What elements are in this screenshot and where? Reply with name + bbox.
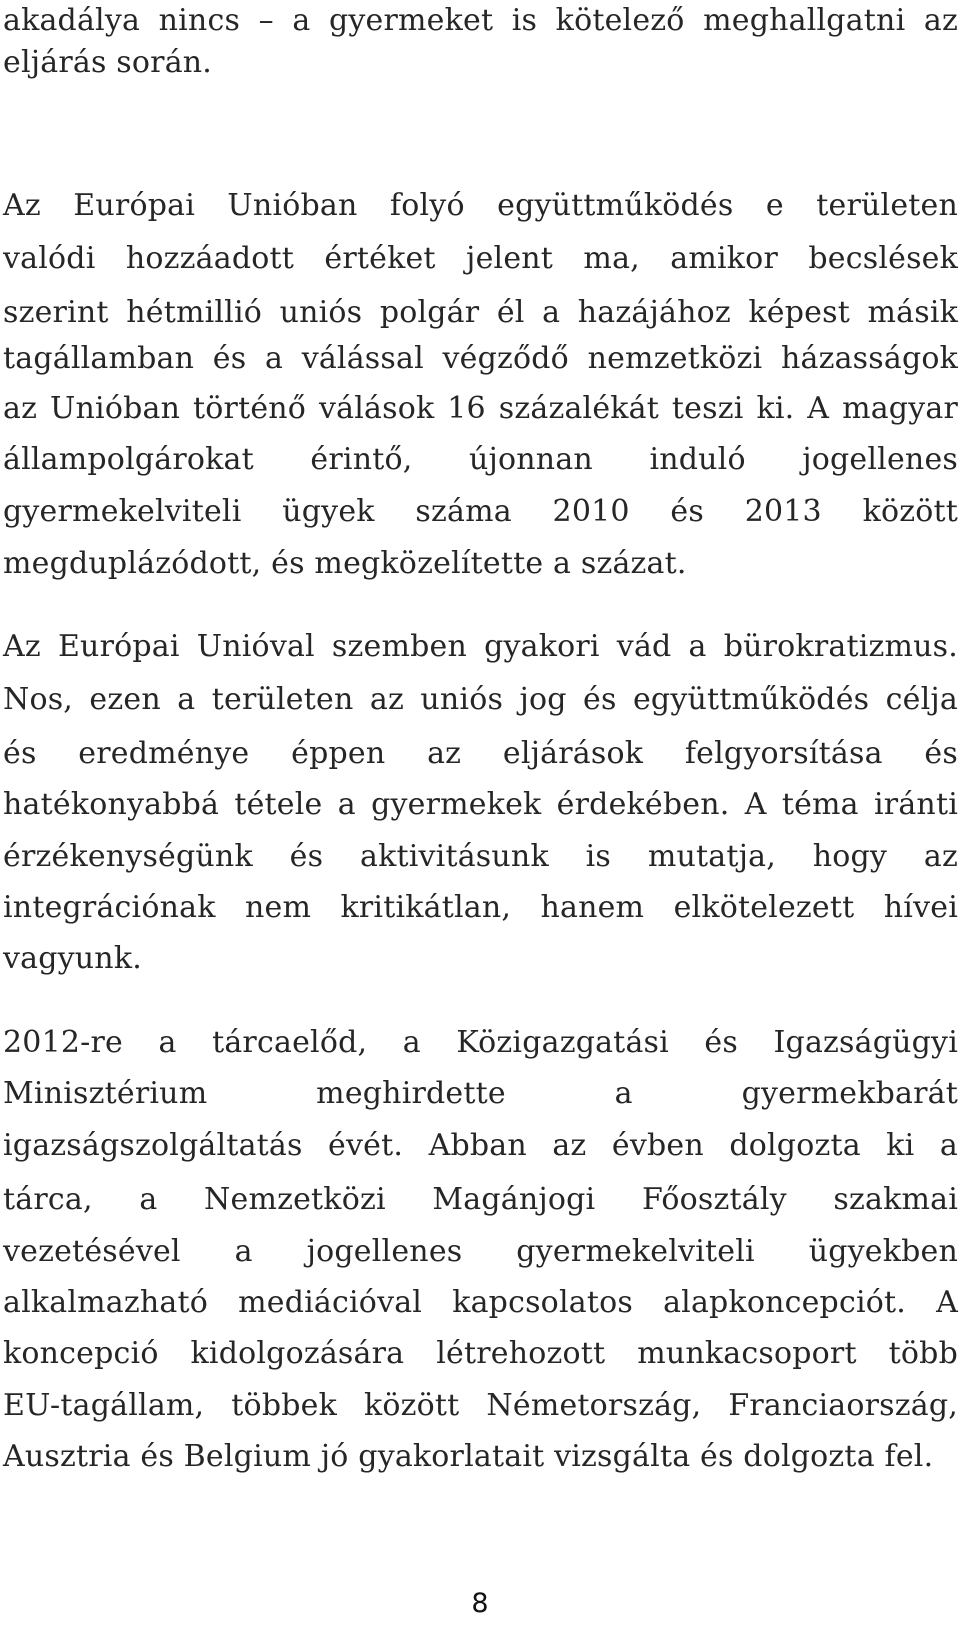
text-line: az Unióban történő válások 16 százalékát teszi ki. A magyar: [3, 391, 958, 426]
text-line: 2012-re a tárcaelőd, a Közigazgatási és Igazságügyi: [3, 1025, 958, 1060]
text-line: tagállamban és a válással végződő nemzetközi házasságok: [3, 341, 958, 376]
text-line: integrációnak nem kritikátlan, hanem elkötelezett hívei: [3, 890, 958, 925]
text-line: Minisztérium meghirdette a gyermekbarát: [3, 1076, 958, 1111]
text-line: szerint hétmillió uniós polgár él a hazájához képest másik: [3, 295, 958, 330]
text-line: érzékenységünk és aktivitásunk is mutatja, hogy az: [3, 839, 958, 874]
text-line: vezetésével a jogellenes gyermekelviteli ügyekben: [3, 1234, 958, 1269]
page-number: 8: [471, 1588, 489, 1619]
text-line: állampolgárokat érintő, újonnan induló jogellenes: [3, 442, 958, 477]
text-line: Nos, ezen a területen az uniós jog és együttműködés célja: [3, 682, 958, 717]
text-line: Ausztria és Belgium jó gyakorlatait vizsgálta és dolgozta fel.: [3, 1439, 934, 1474]
text-line: hatékonyabbá tétele a gyermekek érdekében. A téma iránti: [3, 787, 958, 822]
text-line: EU-tagállam, többek között Németország, Franciaország,: [3, 1388, 958, 1423]
text-line: alkalmazható mediációval kapcsolatos alapkoncepciót. A: [3, 1285, 958, 1320]
text-line: megduplázódott, és megközelítette a százat.: [3, 546, 687, 581]
text-line: Az Európai Unióval szemben gyakori vád a bürokratizmus.: [3, 629, 958, 664]
text-line: vagyunk.: [3, 941, 142, 976]
text-line: akadálya nincs – a gyermeket is kötelező meghallgatni az: [3, 3, 958, 38]
text-line: és eredménye éppen az eljárások felgyorsítása és: [3, 736, 958, 771]
text-line: igazságszolgáltatás évét. Abban az évben dolgozta ki a: [3, 1128, 958, 1163]
text-line: valódi hozzáadott értéket jelent ma, amikor becslések: [3, 241, 958, 276]
text-line: tárca, a Nemzetközi Magánjogi Főosztály szakmai: [3, 1182, 958, 1217]
text-line: gyermekelviteli ügyek száma 2010 és 2013 között: [3, 494, 958, 529]
text-line: eljárás során.: [3, 45, 213, 80]
text-line: Az Európai Unióban folyó együttműködés e területen: [3, 188, 958, 223]
text-line: koncepció kidolgozására létrehozott munkacsoport több: [3, 1336, 958, 1371]
